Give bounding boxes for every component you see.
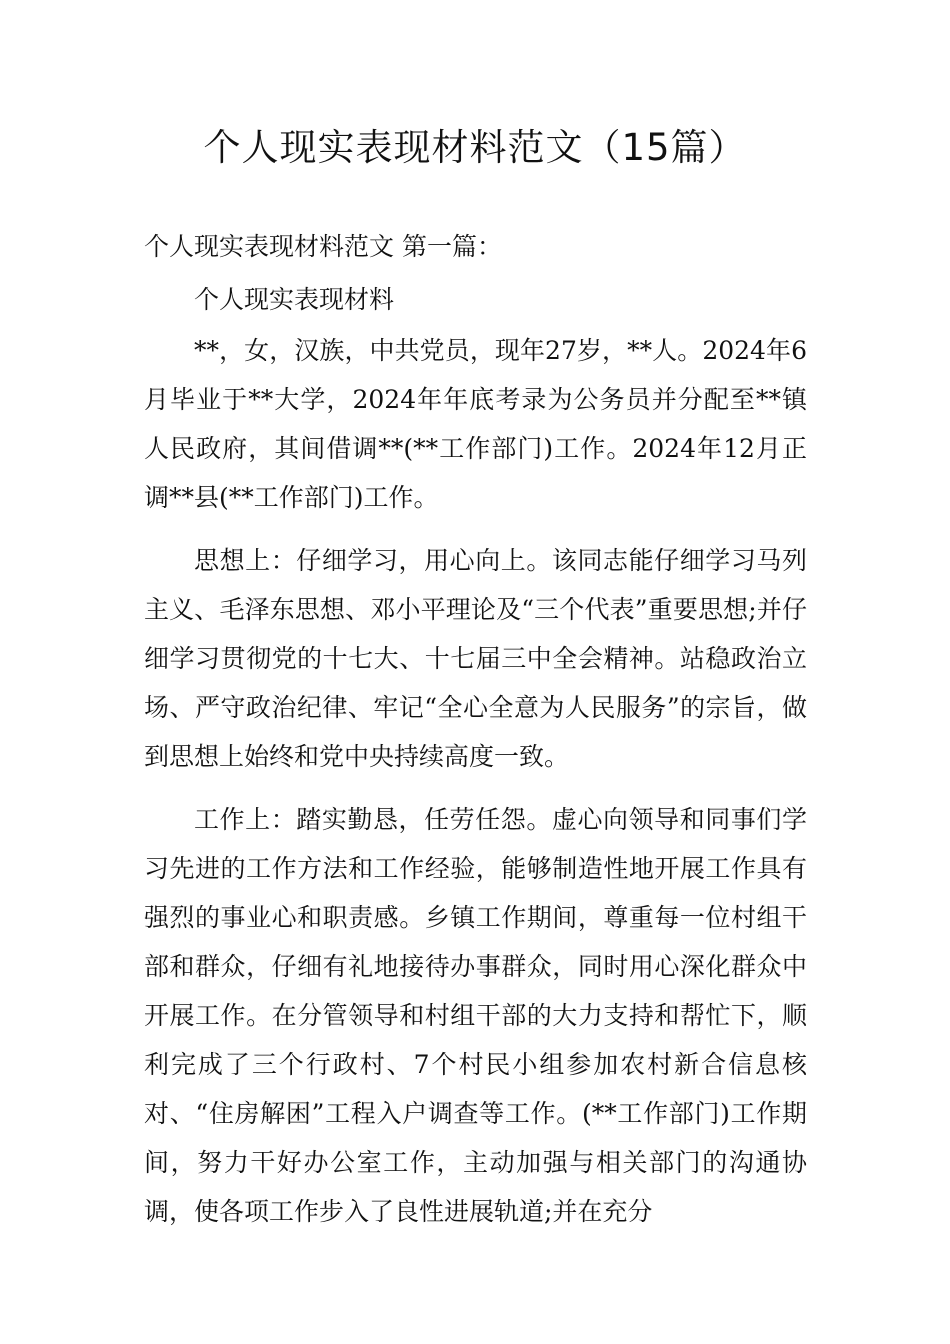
paragraph-work: 工作上：踏实勤恳，任劳任怨。虚心向领导和同事们学习先进的工作方法和工作经验，能够制造性地开展工作具有强烈的事业心和职责感。乡镇工作期间，尊重每一位村组干部和群众，仔细有礼地接待办事群众，同时用心深化群众中开展工作。在分管领导和村组干部的大力支持和帮忙下，顺利完成了三个行政村、7个村民小组参加农村新合信息核对、“住房解困”工程入户调查等工作。(**工作部门)工作期间，努力干好办公室工作，主动加强与相关部门的沟通协调，使各项工作步入了良性进展轨道;并在充分	[144, 805, 807, 1226]
paragraph-thought: 思想上：仔细学习，用心向上。该同志能仔细学习马列主义、毛泽东思想、邓小平理论及“三个代表”重要思想;并仔细学习贯彻党的十七大、十七届三中全会精神。站稳政治立场、严守政治纪律、牢记“全心全意为人民服务”的宗旨，做到思想上始终和党中央持续高度一致。	[144, 546, 807, 771]
section-heading: 个人现实表现材料范文 第一篇：	[144, 232, 502, 261]
paragraph-intro: **，女，汉族，中共党员，现年27岁，**人。2024年6月毕业于**大学，2024年年底考录为公务员并分配至**镇人民政府，其间借调**(**工作部门)工作。2024年12月正调**县(**工作部门)工作。	[144, 336, 807, 512]
sub-heading: 个人现实表现材料	[194, 285, 395, 314]
document-body	[144, 222, 807, 1236]
document-title: 个人现实表现材料范文（15篇）	[203, 126, 747, 169]
